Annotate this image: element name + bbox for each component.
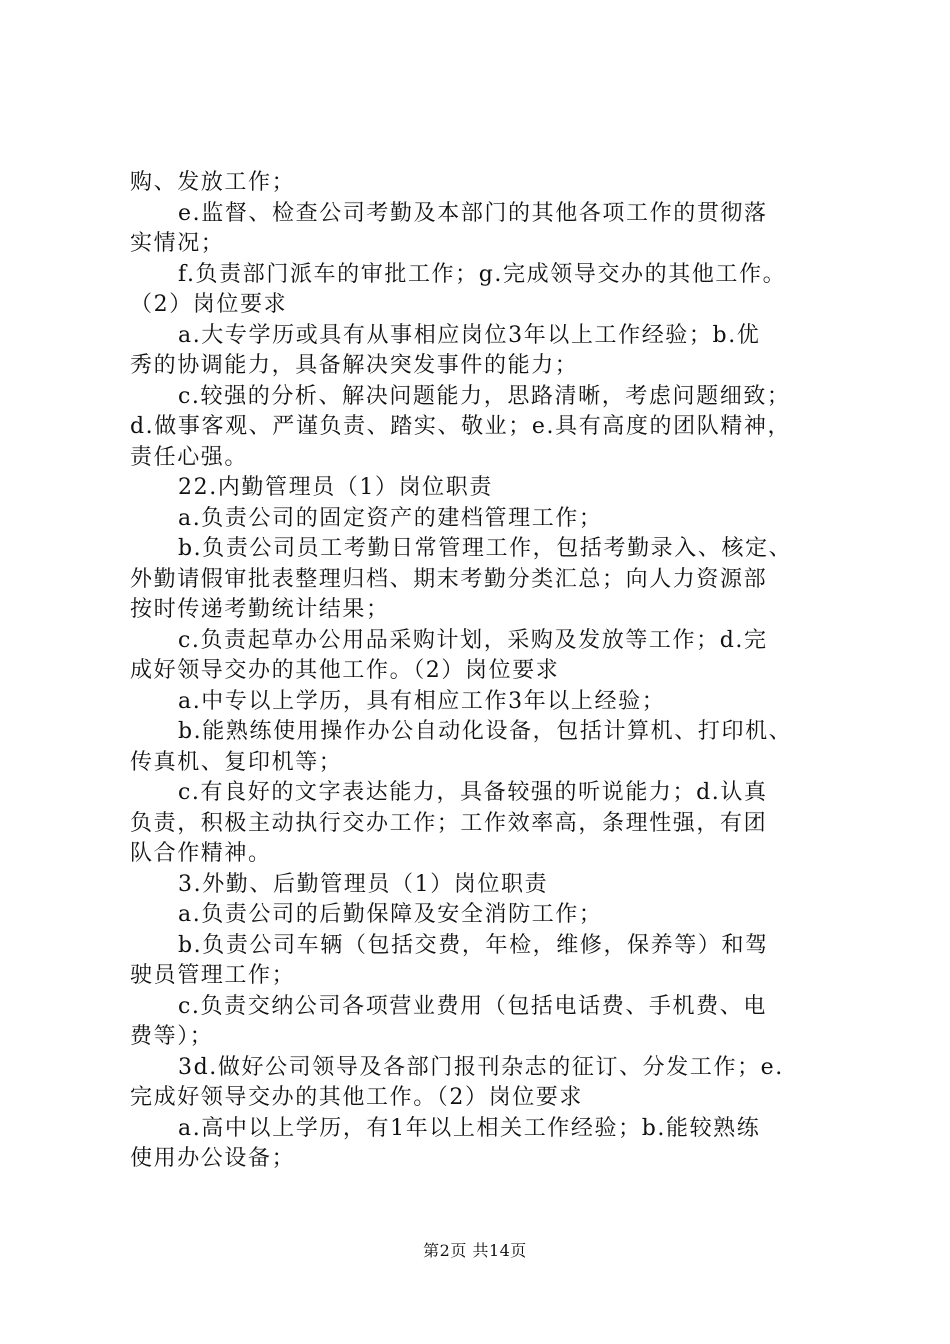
text-line: a.负责公司的后勤保障及安全消防工作； bbox=[178, 902, 603, 927]
text-line: 传真机、复印机等； bbox=[130, 749, 343, 775]
text-line: f.负责部门派车的审批工作；g.完成领导交办的其他工作。 bbox=[178, 261, 787, 287]
text-line: 3d.做好公司领导及各部门报刊杂志的征订、分发工作；e. bbox=[178, 1054, 784, 1080]
text-line: a.大专学历或具有从事相应岗位3年以上工作经验；b.优 bbox=[178, 322, 761, 348]
text-line: 负责，积极主动执行交办工作；工作效率高，条理性强，有团 bbox=[130, 810, 768, 836]
text-line: 使用办公设备； bbox=[130, 1146, 296, 1171]
text-line: 责任心强。 bbox=[130, 444, 249, 470]
text-line: c.负责交纳公司各项营业费用（包括电话费、手机费、电 bbox=[178, 993, 767, 1019]
text-line: b.能熟练使用操作办公自动化设备，包括计算机、打印机、 bbox=[178, 719, 793, 744]
text-line: e.监督、检查公司考勤及本部门的其他各项工作的贯彻落 bbox=[178, 200, 768, 226]
text-line: 秀的协调能力，具备解决突发事件的能力； bbox=[130, 353, 579, 378]
text-line: （2）岗位要求 bbox=[130, 292, 288, 317]
text-line: a.中专以上学历，具有相应工作3年以上经验； bbox=[178, 688, 666, 714]
text-line: c.较强的分析、解决问题能力，思路清晰，考虑问题细致； bbox=[178, 383, 791, 409]
text-line: c.有良好的文字表达能力，具备较强的听说能力；d.认真 bbox=[178, 780, 768, 805]
text-line: 22.内勤管理员（1）岗位职责 bbox=[178, 475, 493, 500]
page-footer: 第2页 共14页 bbox=[423, 1241, 527, 1260]
text-line: 购、发放工作； bbox=[130, 170, 296, 195]
text-line: d.做事客观、严谨负责、踏实、敬业；e.具有高度的团队精神， bbox=[130, 414, 792, 439]
text-line: a.负责公司的固定资产的建档管理工作； bbox=[178, 505, 603, 531]
text-line: c.负责起草办公用品采购计划，采购及发放等工作；d.完 bbox=[178, 627, 768, 653]
document-body bbox=[130, 168, 840, 1175]
text-line: 完成好领导交办的其他工作。（2）岗位要求 bbox=[130, 1085, 583, 1110]
text-line: 3.外勤、后勤管理员（1）岗位职责 bbox=[178, 871, 549, 897]
text-line: b.负责公司车辆（包括交费，年检，维修，保养等）和驾 bbox=[178, 932, 769, 958]
text-line: b.负责公司员工考勤日常管理工作，包括考勤录入、核定、 bbox=[178, 536, 793, 561]
text-line: 驶员管理工作； bbox=[130, 963, 296, 988]
text-line: 费等）； bbox=[130, 1024, 214, 1049]
text-line: 成好领导交办的其他工作。（2）岗位要求 bbox=[130, 658, 560, 683]
text-line: 外勤请假审批表整理归档、期末考勤分类汇总；向人力资源部 bbox=[130, 566, 768, 592]
text-line: 队合作精神。 bbox=[130, 841, 272, 866]
text-line: 按时传递考勤统计结果； bbox=[130, 597, 390, 622]
text-line: 实情况； bbox=[130, 231, 225, 256]
text-line: a.高中以上学历，有1年以上相关工作经验；b.能较熟练 bbox=[178, 1115, 761, 1141]
